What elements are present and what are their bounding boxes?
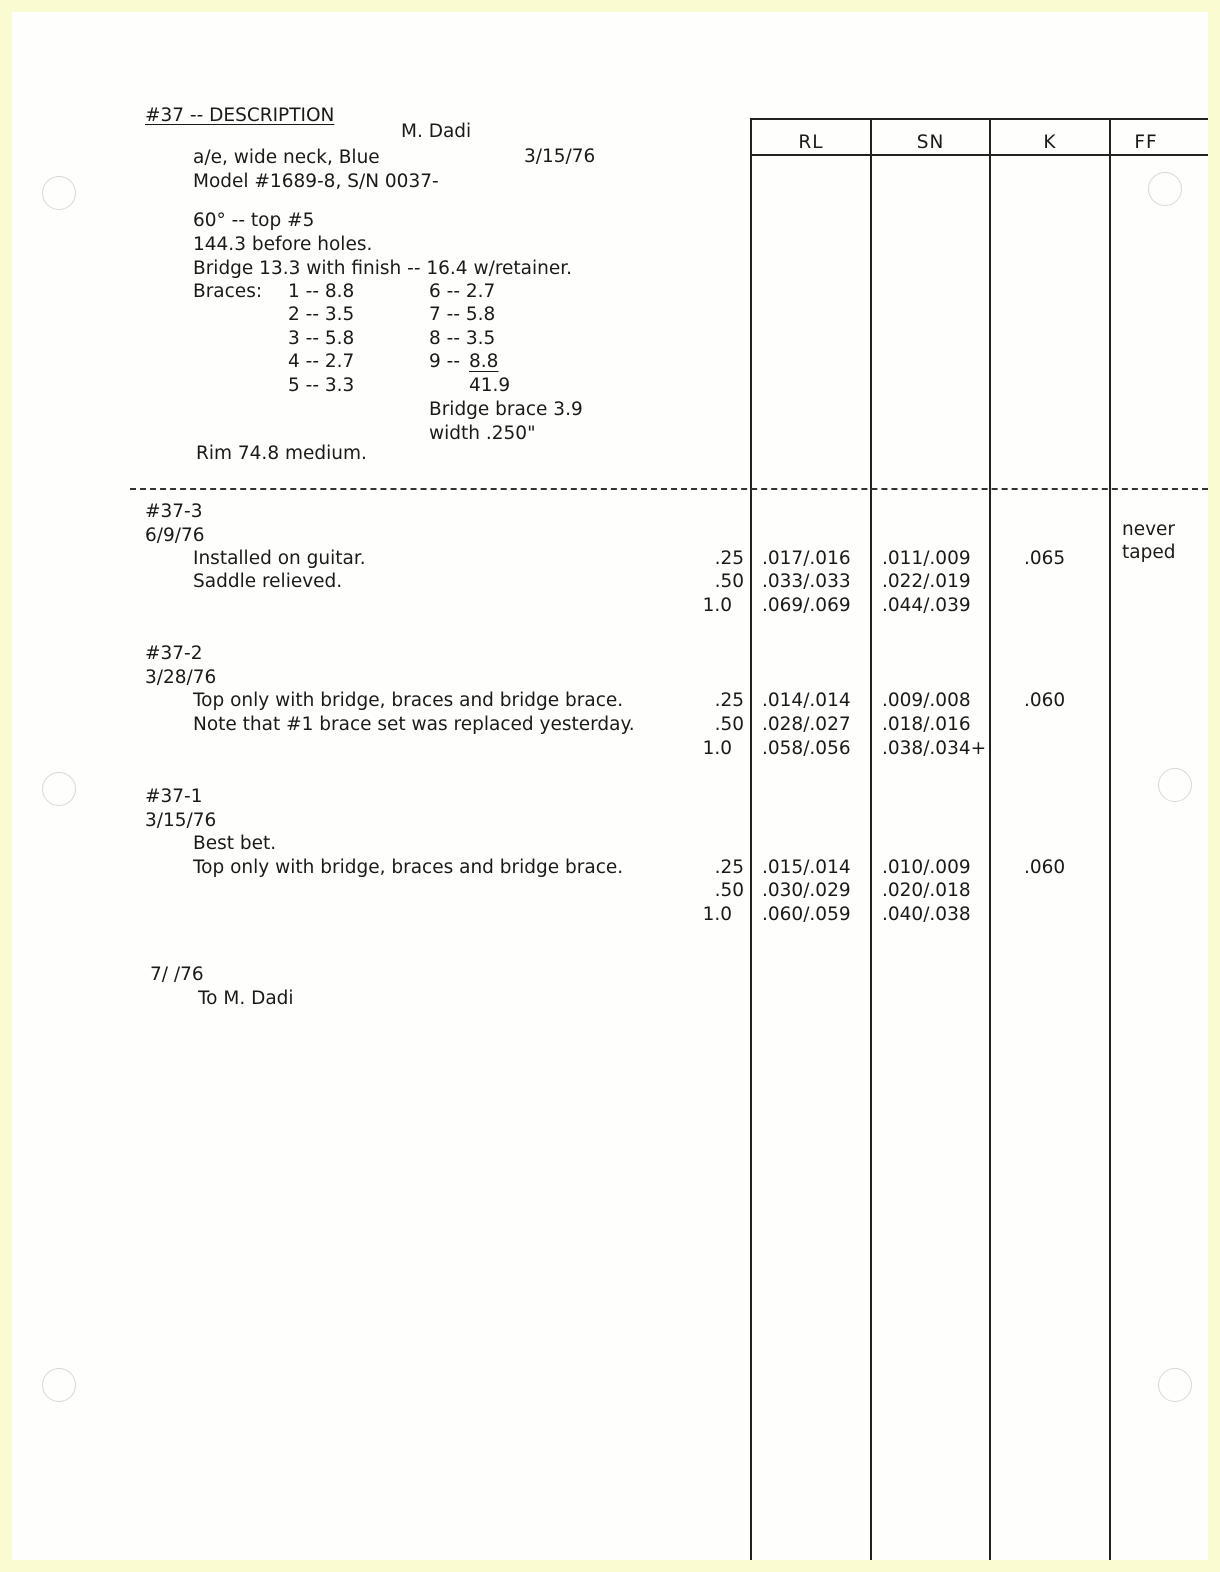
k-value: .065: [1024, 548, 1066, 569]
ff-note: never: [1122, 519, 1176, 540]
sn-value: .018/.016: [882, 714, 971, 735]
document-page: [12, 12, 1208, 1560]
sn-value: .038/.034+: [882, 738, 987, 759]
entry-date: 3/15/76: [145, 810, 217, 831]
entry-id: #37-3: [145, 501, 203, 522]
brace-entry: 7 -- 5.8: [429, 304, 496, 325]
load-value: 1.0: [702, 595, 732, 616]
k-value: .060: [1024, 690, 1066, 711]
description-owner: M. Dadi: [401, 121, 472, 142]
rl-value: .028/.027: [762, 714, 851, 735]
entry-id: #37-1: [145, 786, 203, 807]
table-column-divider: [1109, 120, 1111, 1560]
load-value: .25: [714, 857, 744, 878]
sn-value: .011/.009: [882, 548, 971, 569]
sn-value: .044/.039: [882, 595, 971, 616]
sn-value: .040/.038: [882, 904, 971, 925]
entry-note: Saddle relieved.: [193, 571, 343, 592]
description-date: 3/15/76: [524, 146, 596, 167]
width-note: width .250": [429, 423, 536, 444]
punch-hole-right-bottom: [1158, 1368, 1192, 1402]
punch-hole-left-top: [42, 176, 76, 210]
rl-value: .069/.069: [762, 595, 851, 616]
braces-label: Braces:: [193, 281, 263, 302]
entry-note: Installed on guitar.: [193, 548, 366, 569]
rim-note: Rim 74.8 medium.: [196, 443, 367, 464]
entry-date: 6/9/76: [145, 525, 205, 546]
entry-date: 3/28/76: [145, 667, 217, 688]
entry-note: Top only with bridge, braces and bridge brace.: [193, 857, 624, 878]
load-value: .25: [714, 548, 744, 569]
description-line: 60° -- top #5: [193, 210, 315, 231]
description-line: Model #1689-8, S/N 0037-: [193, 171, 439, 192]
description-heading: #37 -- DESCRIPTION: [145, 105, 335, 126]
brace-entry-9-value: 8.8: [469, 351, 499, 372]
table-column-divider: [989, 120, 991, 1560]
table-top-rule: [750, 118, 1208, 120]
column-header-rl: RL: [798, 132, 824, 153]
entry-date: 7/ /76: [150, 964, 204, 985]
brace-entry: 6 -- 2.7: [429, 281, 496, 302]
load-value: .25: [714, 690, 744, 711]
sn-value: .009/.008: [882, 690, 971, 711]
k-value: .060: [1024, 857, 1066, 878]
column-header-sn: SN: [916, 132, 945, 153]
punch-hole-left-bottom: [42, 1368, 76, 1402]
brace-entry: 5 -- 3.3: [288, 375, 355, 396]
entry-note: Best bet.: [193, 833, 277, 854]
rl-value: .058/.056: [762, 738, 851, 759]
punch-hole-right-mid: [1158, 768, 1192, 802]
brace-entry: 8 -- 3.5: [429, 328, 496, 349]
entry-id: #37-2: [145, 643, 203, 664]
sn-value: .020/.018: [882, 880, 971, 901]
description-line: Bridge 13.3 with finish -- 16.4 w/retainer.: [193, 258, 573, 279]
entry-note: Note that #1 brace set was replaced yesterday.: [193, 714, 635, 735]
description-line: a/e, wide neck, Blue: [193, 147, 380, 168]
load-value: .50: [714, 880, 744, 901]
rl-value: .017/.016: [762, 548, 851, 569]
table-header-rule: [750, 154, 1208, 156]
load-value: .50: [714, 714, 744, 735]
brace-entry: 4 -- 2.7: [288, 351, 355, 372]
load-value: 1.0: [702, 738, 732, 759]
rl-value: .015/.014: [762, 857, 851, 878]
brace-entry: 2 -- 3.5: [288, 304, 355, 325]
description-line: 144.3 before holes.: [193, 234, 373, 255]
column-header-ff: FF: [1134, 132, 1158, 153]
braces-total: 41.9: [469, 375, 511, 396]
table-column-divider: [750, 120, 752, 1560]
ff-note: taped: [1122, 542, 1176, 563]
bridge-brace-note: Bridge brace 3.9: [429, 399, 583, 420]
rl-value: .014/.014: [762, 690, 851, 711]
load-value: .50: [714, 571, 744, 592]
punch-hole-right-top: [1148, 172, 1182, 206]
section-divider: [130, 488, 1208, 490]
rl-value: .033/.033: [762, 571, 851, 592]
entry-note: To M. Dadi: [198, 988, 294, 1009]
brace-entry-9-prefix: 9 --: [429, 351, 461, 372]
load-value: 1.0: [702, 904, 732, 925]
brace-entry: 1 -- 8.8: [288, 281, 355, 302]
rl-value: .060/.059: [762, 904, 851, 925]
sn-value: .010/.009: [882, 857, 971, 878]
entry-note: Top only with bridge, braces and bridge brace.: [193, 690, 624, 711]
table-column-divider: [870, 120, 872, 1560]
sn-value: .022/.019: [882, 571, 971, 592]
column-header-k: K: [1043, 132, 1057, 153]
brace-entry: 3 -- 5.8: [288, 328, 355, 349]
punch-hole-left-mid: [42, 772, 76, 806]
rl-value: .030/.029: [762, 880, 851, 901]
